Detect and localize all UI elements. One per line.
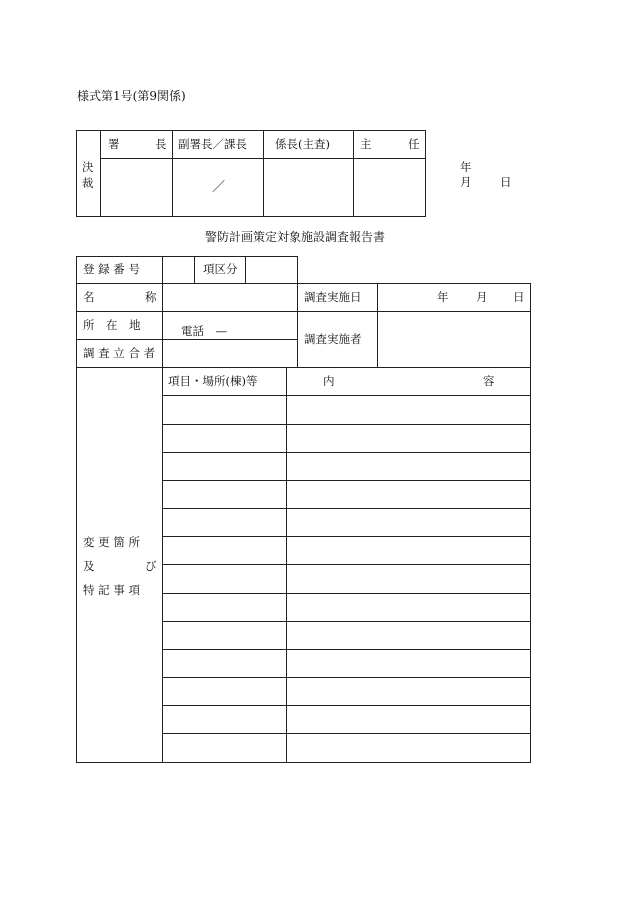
label-survey-date: 調査実施日 bbox=[304, 290, 362, 304]
label-location: 所 在 地 bbox=[83, 318, 141, 332]
label-category: 項区分 bbox=[203, 262, 238, 276]
approval-date-month: 月 bbox=[460, 175, 472, 189]
approval-label-2: 裁 bbox=[82, 176, 94, 190]
survey-date-month: 月 bbox=[476, 290, 488, 304]
col-content-2: 容 bbox=[483, 374, 495, 388]
changes-label-3: び bbox=[145, 559, 157, 573]
survey-date-day: 日 bbox=[513, 290, 525, 304]
approval-label-1: 決 bbox=[82, 160, 94, 174]
label-witness: 調 査 立 合 者 bbox=[83, 346, 156, 360]
header-staff-2: 任 bbox=[408, 137, 420, 151]
col-content-1: 内 bbox=[323, 374, 335, 388]
label-surveyor: 調査実施者 bbox=[304, 332, 362, 346]
changes-label-1: 変 更 箇 所 bbox=[83, 535, 140, 549]
label-name-2: 称 bbox=[145, 290, 157, 304]
header-deputy-section: 副署長／課長 bbox=[178, 137, 247, 151]
approval-date-year: 年 bbox=[460, 160, 472, 174]
col-item-location: 項目・場所(棟)等 bbox=[168, 374, 258, 388]
header-subsection: 係長(主査) bbox=[275, 137, 330, 151]
approval-slash: ／ bbox=[212, 180, 226, 195]
header-chief-2: 長 bbox=[155, 137, 167, 151]
header-chief: 署 bbox=[108, 137, 120, 151]
survey-date-year: 年 bbox=[437, 290, 449, 304]
changes-label-4: 特 記 事 項 bbox=[83, 583, 140, 597]
form-number: 様式第1号(第9関係) bbox=[77, 89, 186, 103]
location-phone: 電話 — bbox=[181, 324, 227, 338]
label-name-1: 名 bbox=[83, 290, 95, 304]
approval-date-day: 日 bbox=[500, 175, 512, 189]
label-registration-number: 登 録 番 号 bbox=[83, 262, 140, 276]
header-staff: 主 bbox=[360, 137, 372, 151]
document-title: 警防計画策定対象施設調査報告書 bbox=[205, 230, 386, 244]
changes-label-2: 及 bbox=[83, 559, 95, 573]
